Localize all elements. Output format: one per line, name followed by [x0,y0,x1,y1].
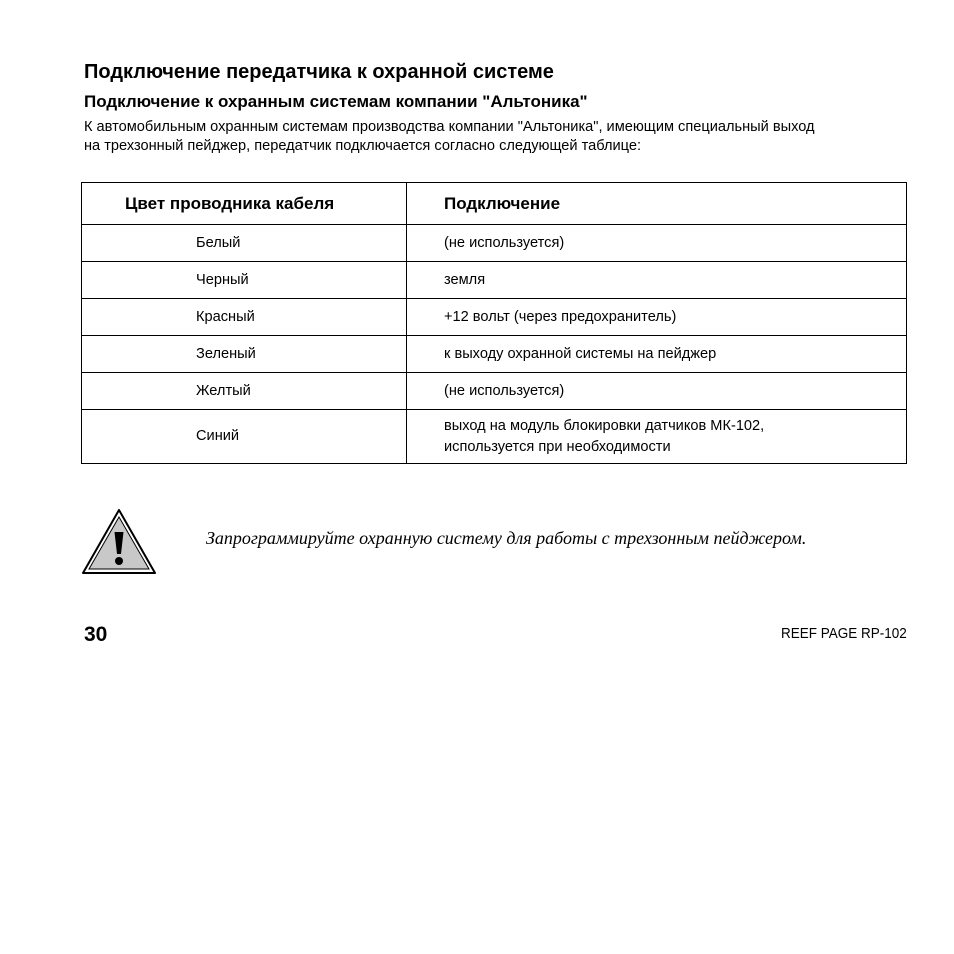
wire-connection-table [81,182,907,464]
table-row [82,373,907,410]
connection-cell-line-1: выход на модуль блокировки датчиков МК-102, [444,417,765,434]
header-connection: Подключение [407,183,907,225]
table-row [82,225,907,262]
connection-cell: (не используется) [407,373,907,410]
wire-color-cell: Красный [82,299,407,336]
connection-cell [407,410,907,464]
wire-color-cell: Желтый [82,373,407,410]
connection-cell: к выходу охранной системы на пейджер [407,336,907,373]
connection-cell: (не используется) [407,225,907,262]
wire-color-cell: Белый [82,225,407,262]
table-row [82,410,907,464]
table-row [82,262,907,299]
intro-paragraph [84,118,914,156]
table-header-row [82,183,907,225]
header-wire-color: Цвет проводника кабеля [82,183,407,225]
connection-cell: земля [407,262,907,299]
wire-color-cell: Черный [82,262,407,299]
wire-color-cell: Зеленый [82,336,407,373]
footer-product-name: REEF PAGE RP-102 [781,625,907,642]
table-row [82,336,907,373]
intro-line-2: на трехзонный пейджер, передатчик подключается согласно следующей таблице: [84,138,641,154]
intro-line-1: К автомобильным охранным системам производства компании "Альтоника", имеющим специальный выход [84,119,815,135]
wire-color-cell: Синий [82,410,407,464]
page-number: 30 [84,623,108,646]
connection-cell: +12 вольт (через предохранитель) [407,299,907,336]
table-row [82,299,907,336]
warning-text: Запрограммируйте охранную систему для работы с трехзонным пейджером. [206,528,807,548]
connection-cell-line-2: используется при необходимости [444,438,671,455]
warning-triangle-icon [81,508,157,576]
section-title: Подключение к охранным системам компании "Альтоника" [84,92,588,111]
page-title: Подключение передатчика к охранной системе [84,61,554,83]
